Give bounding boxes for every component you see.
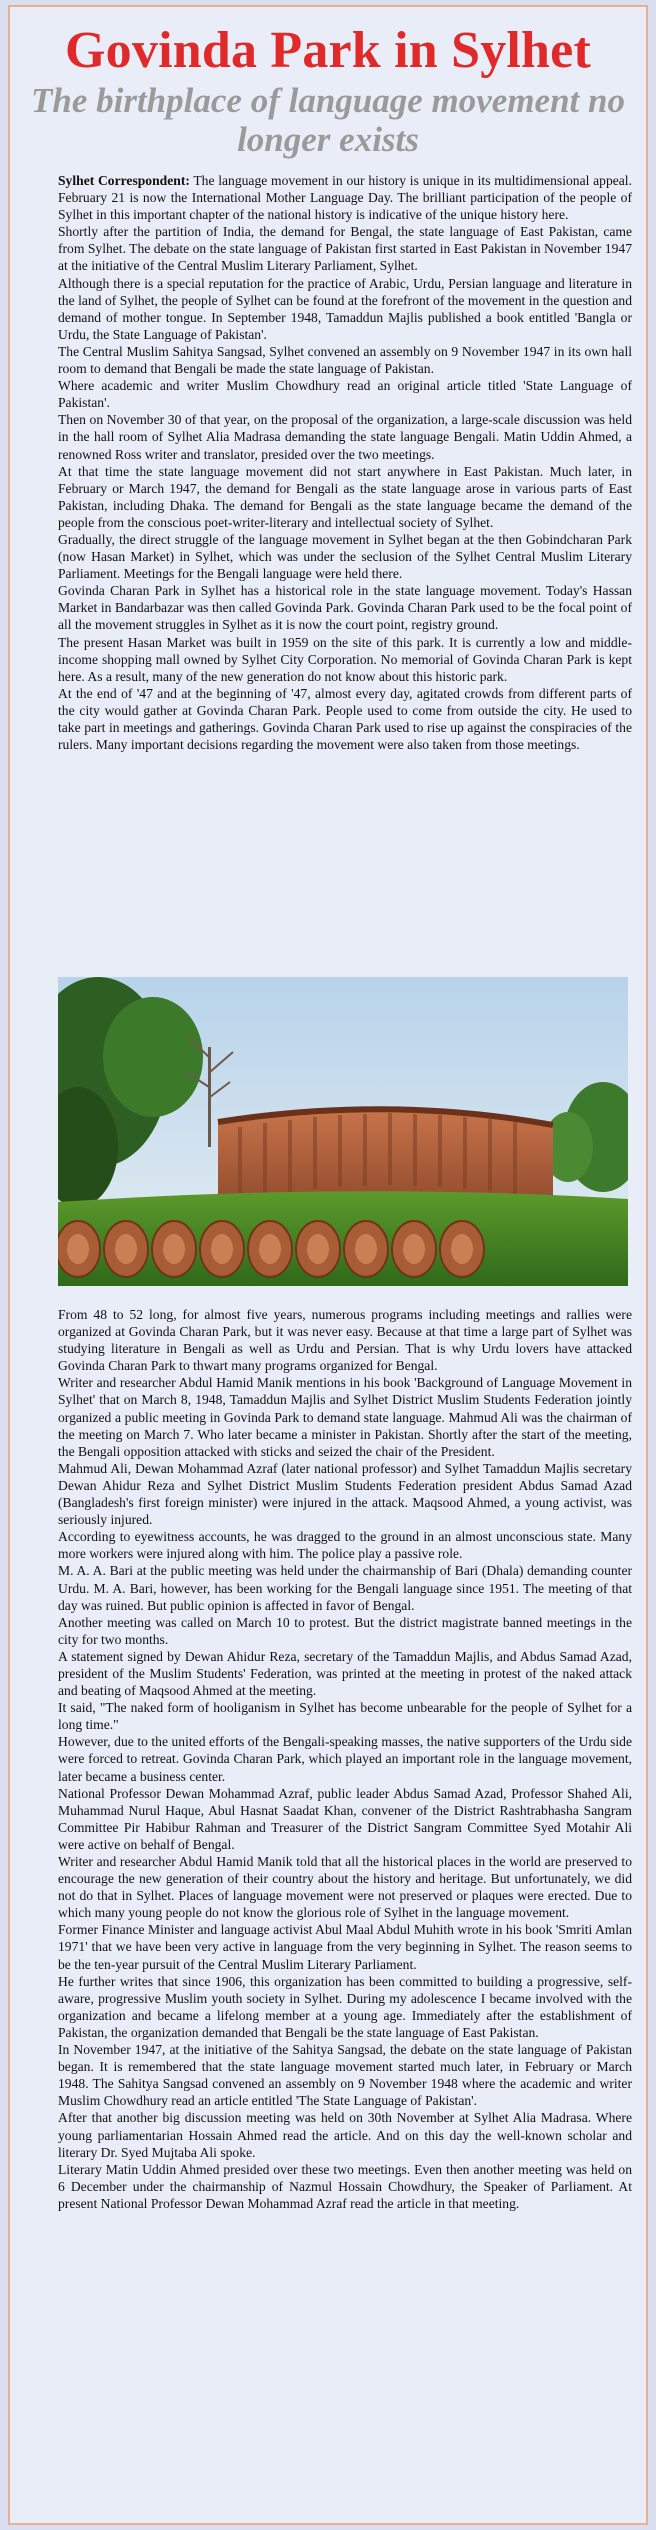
subheadline: The birthplace of language movement no longer exists [30, 81, 625, 159]
paragraph: Where academic and writer Muslim Chowdhury read an original article titled 'State Language of Pakistan'. [58, 378, 632, 411]
park-photo [58, 977, 628, 1286]
paragraph: National Professor Dewan Mohammad Azraf, public leader Abdus Samad Azad, Professor Shahed Ali, Muhammad Nurul Haque, Abul Hasnat Saadat Khan, convener of the District Rashtrabhasha Sangram Committee Pir Habibur Rahman and Treasurer of the District Sangram Committee Syed Motahir Ali were active on behalf of Bengal. [58, 1785, 632, 1852]
paragraph: Gradually, the direct struggle of the language movement in Sylhet began at the then Gobindcharan Park (now Hasan Market) in Sylhet, which was under the seclusion of the Sylhet Central Muslim Literary Parliament. Meetings for the Bengali language were held there. [58, 531, 632, 582]
paragraph: At the end of '47 and at the beginning of '47, almost every day, agitated crowds from different parts of the city would gather at Govinda Charan Park. People used to come from outside the city. He used to take part in meetings and gatherings. Govinda Charan Park used to rise up against the conspiracies of the rulers. Many important decisions regarding the movement were also taken from those meetings. [58, 685, 632, 753]
paragraph: The Central Muslim Sahitya Sangsad, Sylhet convened an assembly on 9 November 1947 in its own hall room to demand that Bengali be made the state language of Pakistan. [58, 343, 632, 377]
paragraph: The present Hasan Market was built in 1959 on the site of this park. It is currently a low and middle-income shopping mall owned by Sylhet City Corporation. No memorial of Govinda Charan Park is kept here. As a result, many of the new generation do not know about this historic park. [58, 634, 632, 684]
paragraph: Another meeting was called on March 10 to protest. But the district magistrate banned meetings in the city for two months. [58, 1614, 632, 1647]
paragraph: From 48 to 52 long, for almost five years, numerous programs including meetings and rallies were organized at Govinda Charan Park, but it was never easy. Because at that time a large part of Sylhet was studying literature in Bengali as well as Urdu and Persian. That is why Urdu lovers have attacked Govinda Charan Park to thwart many programs organized for Bengal. [58, 1307, 632, 1374]
paragraph: At that time the state language movement did not start anywhere in East Pakistan. Much later, in February or March 1947, the demand for Bengali as the state language arose in various parts of East Pakistan, including Dhaka. The demand for Bengali as the state language became the demand of the people from the conscious poet-writer-literary and intellectual society of Sylhet. [58, 463, 632, 530]
paragraph: Govinda Charan Park in Sylhet has a historical role in the state language movement. Today's Hassan Market in Bandarbazar was then called Govinda Park. Govinda Charan Park used to be the focal point of all the movement struggles in Sylhet as it is now the court point, registry ground. [58, 583, 632, 633]
byline: Sylhet Correspondent: [58, 173, 190, 188]
paragraph: It said, "The naked form of hooliganism in Sylhet has become unbearable for the people of Sylhet for a long time." [58, 1700, 632, 1733]
paragraph: M. A. A. Bari at the public meeting was held under the chairmanship of Bari (Dhala) demanding counter Urdu. M. A. Bari, however, has been working for the Bengali language since 1951. The meeting of that day was ruined. But public opinion is affected in favor of Bengal. [58, 1563, 632, 1613]
paragraph: A statement signed by Dewan Ahidur Reza, secretary of the Tamaddun Majlis, and Abdus Samad Azad, president of the Muslim Students' Federation, was printed at the meeting in protest of the naked attack and beating of Maqsood Ahmed at the meeting. [58, 1648, 632, 1699]
paragraph: Shortly after the partition of India, the demand for Bengal, the state language of East Pakistan, came from Sylhet. The debate on the state language of Pakistan first started in East Pakistan in November 1947 at the initiative of the Central Muslim Literary Parliament, Sylhet. [58, 224, 632, 274]
paragraph: Sylhet Correspondent: The language movement in our history is unique in its multidimensional appeal. February 21 is now the International Mother Language Day. The brilliant participation of the people of Sylhet in this important chapter of the national history is indicative of the unique history here. [58, 173, 632, 223]
paragraph: According to eyewitness accounts, he was dragged to the ground in an almost unconscious state. Many more workers were injured along with him. The police play a passive role. [58, 1529, 632, 1562]
paragraph: He further writes that since 1906, this organization has been committed to building a progressive, self-aware, progressive Muslim youth society in Sylhet. During my adolescence I became involved with the organization and became a lifelong member at a young age. Immediately after the establishment of Pakistan, the organization demanded that Bengali be the state language of East Pakistan. [58, 1973, 632, 2040]
paragraph: Then on November 30 of that year, on the proposal of the organization, a large-scale discussion was held in the hall room of Sylhet Alia Madrasa demanding the state language Bengali. Matin Uddin Ahmed, a renowned Ross writer and translator, presided over the two meetings. [58, 412, 632, 462]
paragraph: However, due to the united efforts of the Bengali-speaking masses, the native supporters of the Urdu side were forced to retreat. Govinda Charan Park, which played an important role in the language movement, later became a business center. [58, 1734, 632, 1784]
paragraph: Mahmud Ali, Dewan Mohammad Azraf (later national professor) and Sylhet Tamaddun Majlis secretary Dewan Ahidur Reza and Sylhet District Muslim Students Federation president Abdus Samad Azad (Bangladesh's first foreign minister) were injured in the attack. Maqsood Ahmed, a young activist, was seriously injured. [58, 1460, 632, 1528]
headline: Govinda Park in Sylhet [65, 22, 591, 79]
paragraph: In November 1947, at the initiative of the Sahitya Sangsad, the debate on the state language of Pakistan began. It is remembered that the state language movement started much later, in February or March 1948. The Sahitya Sangsad convened an assembly on 9 November 1948 where the academic and writer Muslim Chowdhury read an article entitled 'The State Language of Pakistan'. [58, 2042, 632, 2109]
article-header [20, 5, 636, 159]
paragraph: Writer and researcher Abdul Hamid Manik mentions in his book 'Background of Language Movement in Sylhet' that on March 8, 1948, Tamaddun Majlis and Sylhet District Muslim Students Federation jointly organized a public meeting in Govinda Park to demand state language. Mahmud Ali was the chairman of the meeting on March 7. Who later became a minister in Pakistan. Shortly after the start of the meeting, the Bengali opposition attacked with sticks and seized the chair of the President. [58, 1375, 632, 1459]
article-body-bottom [58, 1306, 632, 2212]
paragraph: Although there is a special reputation for the practice of Arabic, Urdu, Persian language and literature in the land of Sylhet, the people of Sylhet can be found at the forefront of the movement in the question and demand of mother tongue. In September 1948, Tamaddun Majlis published a book entitled 'Bangla or Urdu, the State Language of Pakistan'. [58, 275, 632, 342]
paragraph: After that another big discussion meeting was held on 30th November at Sylhet Alia Madrasa. Where young parliamentarian Hossain Ahmed read the article. And on this day the well-known scholar and literary Dr. Syed Mujtaba Ali spoke. [58, 2110, 632, 2160]
paragraph: Literary Matin Uddin Ahmed presided over these two meetings. Even then another meeting was held on 6 December under the chairmanship of Nazmul Hossain Chowdhury, the Speaker of Parliament. At present National Professor Dewan Mohammad Azraf read the article in that meeting. [58, 2161, 632, 2211]
article-body-top [58, 172, 632, 753]
paragraph: Former Finance Minister and language activist Abul Maal Abdul Muhith wrote in his book 'Smriti Amlan 1971' that we have been very active in language from the very beginning in Sylhet. The reason seems to be the ten-year pursuit of the Central Muslim Literary Parliament. [58, 1922, 632, 1972]
paragraph: Writer and researcher Abdul Hamid Manik told that all the historical places in the world are preserved to encourage the new generation of their country about the history and heritage. But unfortunately, we did not do that in Sylhet. Places of language movement were not preserved or plaques were erected. Due to which many young people do not know the glorious role of Sylhet in the language movement. [58, 1854, 632, 1921]
